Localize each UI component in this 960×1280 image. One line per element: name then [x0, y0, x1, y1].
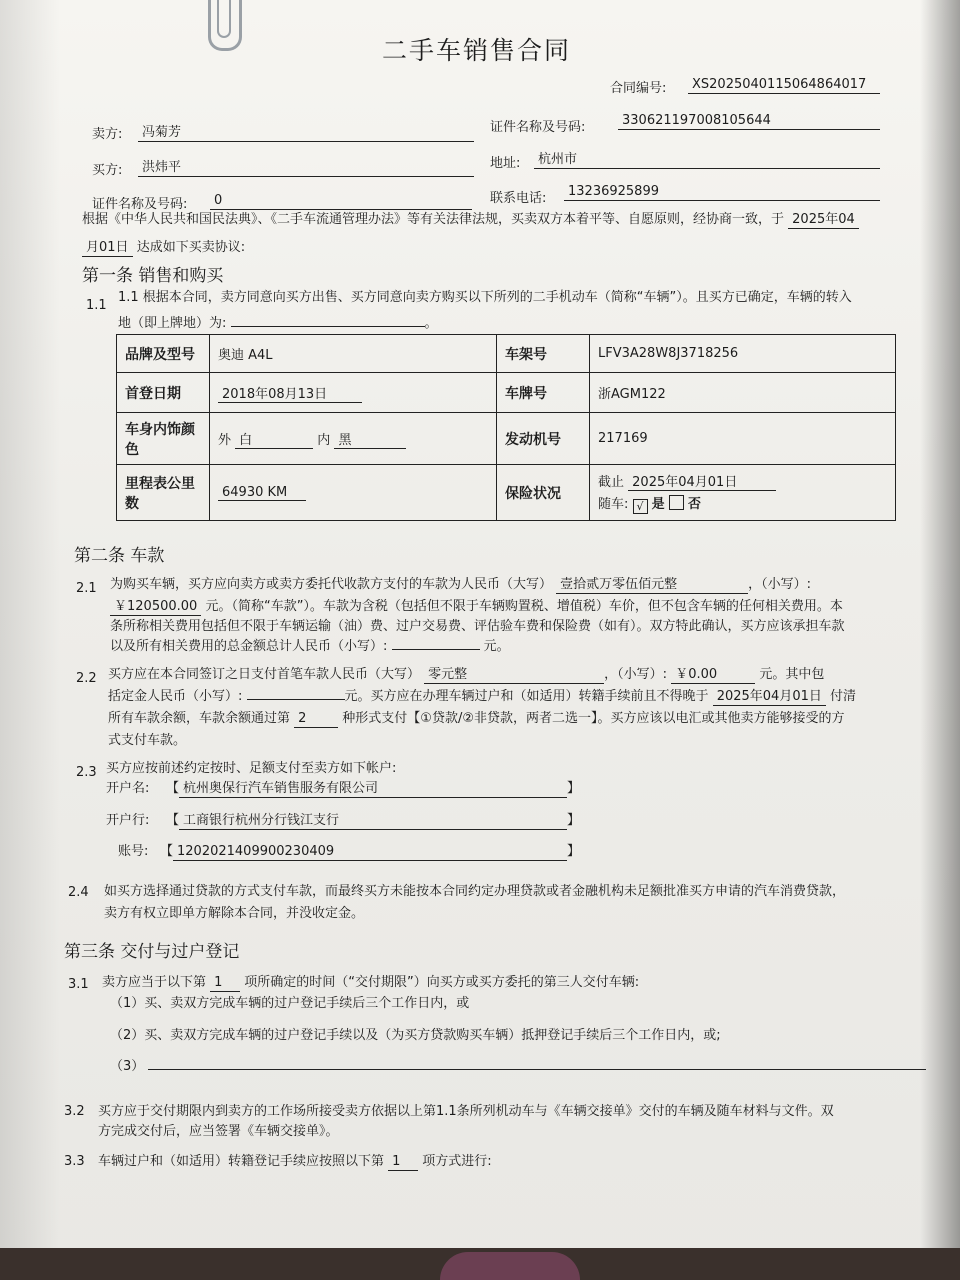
phone-value: 13236925899	[564, 183, 880, 201]
article2-title: 第二条 车款	[74, 546, 165, 566]
c22-text-e: 元。买方应在办理车辆过户和（如适用）转籍手续前且不得晚于	[344, 689, 709, 704]
reg-date-cell	[210, 373, 497, 413]
c22-text-b: ，（小写）:	[604, 667, 668, 682]
account-name-row	[166, 780, 580, 798]
clause-1-1-line2	[118, 315, 438, 332]
account-no-label: 账号:	[118, 844, 149, 859]
background-surface	[0, 1248, 960, 1280]
with-car-label: 随车:	[598, 497, 629, 512]
color-cell	[210, 413, 497, 465]
clause-3-3-line1	[98, 1153, 492, 1171]
intro-date-b: 月01日	[82, 239, 133, 257]
vehicle-info-table	[116, 334, 896, 521]
bracket-right: 】	[567, 781, 581, 796]
table-row	[117, 413, 896, 465]
clause-2-4-line2: 卖方有权立即单方解除本合同，并没收定金。	[104, 906, 365, 921]
page-shadow-left	[0, 0, 60, 1280]
clause-2-1-line4	[110, 638, 510, 655]
clause-2-3-num: 2.3	[76, 765, 97, 780]
clause-3-1-option1: （1）买、卖双方完成车辆的过户登记手续后三个工作日内，或	[110, 996, 470, 1011]
bracket-right: 】	[567, 813, 581, 828]
mileage-cell	[210, 465, 497, 521]
plate-value: 浙AGM122	[590, 373, 896, 413]
exterior-value: 白	[235, 429, 313, 449]
table-row	[117, 465, 896, 521]
clause-2-3-line1: 买方应按前述约定按时、足额支付至卖方如下帐户:	[106, 761, 397, 776]
yes-label: 是	[651, 497, 665, 512]
interior-value: 黑	[334, 429, 406, 449]
c22-text-c: 元。其中包	[759, 667, 825, 682]
reg-date-label: 首登日期	[117, 373, 210, 413]
clause-2-2-line4: 式支付车款。	[108, 733, 187, 748]
bank-row	[166, 812, 580, 830]
engine-value: 217169	[590, 413, 896, 465]
clause-3-1-line1	[102, 974, 639, 992]
insurance-label: 保险状况	[497, 465, 590, 521]
document-title: 二手车销售合同	[382, 36, 572, 65]
bracket-left: 【	[160, 844, 174, 859]
intro-line2-rest: 达成如下买卖协议:	[136, 240, 246, 255]
intro-date-a: 2025年04	[788, 211, 859, 229]
contract-no-label: 合同编号:	[610, 81, 667, 96]
c31-text-a: 卖方应当于以下第	[102, 975, 207, 990]
first-payment-uppercase: 零元整	[424, 666, 604, 684]
account-no-value: 1202021409900230409	[173, 843, 567, 861]
clause-2-2-line1	[108, 666, 824, 684]
c21-text-b: ，（小写）:	[748, 577, 812, 592]
c31-option3-label: （3）	[110, 1059, 145, 1074]
seller-id-value: 330621197008105644	[618, 112, 880, 130]
clause-2-4-num: 2.4	[68, 885, 89, 900]
bank-value: 工商银行杭州分行钱江支行	[179, 812, 567, 830]
checkbox-yes-icon[interactable]: √	[633, 499, 648, 514]
c22-text-f: 付清	[830, 689, 857, 704]
table-row	[117, 373, 896, 413]
color-label: 车身内饰颜色	[117, 413, 210, 465]
engine-label: 发动机号	[497, 413, 590, 465]
article3-title: 第三条 交付与过户登记	[64, 942, 240, 962]
no-label: 否	[687, 497, 701, 512]
vin-label: 车架号	[497, 335, 590, 373]
clause-2-1-line2	[110, 598, 843, 616]
c31-text-b: 项所确定的时间（“交付期限”）向买方或买方委托的第三人交付车辆:	[244, 975, 640, 990]
seller-label: 卖方:	[92, 127, 123, 142]
insurance-until-value: 2025年04月01日	[628, 471, 776, 491]
exterior-label: 外	[218, 432, 232, 448]
article1-title: 第一条 销售和购买	[82, 266, 224, 286]
c21-text-c: 元。（简称“车款”）。车款为含税（包括但不限于车辆购置税、增值税）车价，但不包含车辆的任何相关费用。本	[205, 599, 843, 614]
reg-date-value: 2018年08月13日	[218, 383, 362, 403]
seller-id-label: 证件名称及号码:	[490, 120, 586, 135]
checkbox-no-icon[interactable]	[669, 495, 684, 510]
intro-text: 根据《中华人民共和国民法典》、《二手车流通管理办法》等有关法律法规，买卖双方本着平等、自愿原则，经协商一致，于	[82, 212, 785, 227]
clause-3-3-num: 3.3	[64, 1154, 85, 1169]
c22-text-d: 括定金人民币（小写）:	[108, 689, 243, 704]
clause-1-1-line1: 1.1 根据本合同，卖方同意向买方出售、买方同意向卖方购买以下所列的二手机动车（简称“车辆”）。且买方已确定，车辆的转入	[118, 290, 852, 305]
option3-field	[148, 1069, 926, 1070]
clause-1-1-num: 1.1	[86, 298, 107, 313]
page-shadow-right	[920, 0, 960, 1280]
deposit-field	[247, 699, 345, 700]
clause-2-1-line1	[110, 576, 811, 594]
buyer-id-label: 证件名称及号码:	[92, 197, 188, 212]
c33-text-b: 项方式进行:	[422, 1154, 492, 1169]
first-payment-amount: ￥0.00	[671, 666, 755, 684]
payment-method: 2	[294, 710, 338, 728]
mileage-label: 里程表公里数	[117, 465, 210, 521]
bank-label: 开户行:	[106, 813, 150, 828]
insurance-cell	[590, 465, 896, 521]
vin-value: LFV3A28W8J3718256	[590, 335, 896, 373]
final-payment-deadline: 2025年04月01日	[713, 688, 826, 706]
clause-3-1-num: 3.1	[68, 977, 89, 992]
mileage-value: 64930 KM	[218, 485, 306, 501]
clause-3-1-option3	[110, 1058, 926, 1075]
bracket-right: 】	[567, 844, 581, 859]
price-uppercase: 壹拾贰万零伍佰元整	[556, 576, 748, 594]
phone-label: 联系电话:	[490, 191, 547, 206]
clause-2-2-num: 2.2	[76, 671, 97, 686]
interior-label: 内	[317, 432, 331, 448]
contract-no-value: XS2025040115064864017	[688, 76, 880, 94]
with-car-line	[598, 493, 887, 514]
table-row	[117, 335, 896, 373]
seller-value: 冯菊芳	[138, 124, 474, 142]
brand-label: 品牌及型号	[117, 335, 210, 373]
delivery-option: 1	[210, 974, 240, 992]
clause-2-2-line2	[108, 688, 856, 706]
buyer-label: 买方:	[92, 163, 123, 178]
clause-2-2-line3	[108, 710, 845, 728]
c22-text-h: 种形式支付【①贷款/②非贷款，两者二选一】。买方应该以电汇或其他卖方能够接受的方	[342, 711, 845, 726]
transfer-location-field	[231, 326, 425, 327]
buyer-value: 洪炜平	[138, 159, 474, 177]
address-label: 地址:	[490, 156, 521, 171]
paperclip-icon	[208, 0, 242, 51]
insurance-until-line	[598, 471, 887, 491]
c21-text-e: 以及所有相关费用的总金额总计人民币（小写）:	[110, 639, 388, 654]
c22-text-a: 买方应在本合同签订之日支付首笔车款人民币（大写）	[108, 667, 421, 682]
c21-text-f: 元。	[483, 639, 510, 654]
total-amount-field	[392, 649, 480, 650]
intro-line2	[82, 239, 245, 257]
price-amount: ￥120500.00	[110, 598, 201, 616]
intro-line1	[82, 211, 859, 229]
clause-2-1-num: 2.1	[76, 581, 97, 596]
clause-3-2-line1: 买方应于交付期限内到卖方的工作场所接受卖方依据以上第1.1条所列机动车与《车辆交接单》交付的车辆及随车材料与文件。双	[98, 1104, 834, 1119]
insurance-until-label: 截止	[598, 475, 625, 490]
clause-3-2-num: 3.2	[64, 1104, 85, 1119]
plate-label: 车牌号	[497, 373, 590, 413]
background-cloth	[440, 1252, 580, 1280]
address-value: 杭州市	[534, 151, 880, 169]
account-name-label: 开户名:	[106, 781, 150, 796]
transfer-option: 1	[388, 1153, 418, 1171]
buyer-id-value: 0	[210, 192, 472, 210]
c33-text-a: 车辆过户和（如适用）转籍登记手续应按照以下第	[98, 1154, 385, 1169]
c22-text-g: 所有车款余额，车款余额通过第	[108, 711, 291, 726]
bracket-left: 【	[166, 813, 180, 828]
clause-1-1-line2-text: 地（即上牌地）为:	[118, 316, 227, 331]
account-no-row	[160, 843, 580, 861]
brand-value: 奥迪 A4L	[210, 335, 497, 373]
clause-1-1-end: 。	[424, 316, 438, 331]
bracket-left: 【	[166, 781, 180, 796]
c21-text-a: 为购买车辆，买方应向卖方或卖方委托代收款方支付的车款为人民币（大写）	[110, 577, 553, 592]
clause-3-2-line2: 方完成交付后，应当签署《车辆交接单》。	[98, 1124, 339, 1139]
account-name-value: 杭州奥保行汽车销售服务有限公司	[179, 780, 567, 798]
clause-3-1-option2: （2）买、卖双方完成车辆的过户登记手续以及（为买方贷款购买车辆）抵押登记手续后三个工作日内，或;	[110, 1028, 721, 1043]
clause-2-1-line3: 条所称相关费用包括但不限于车辆运输（油）费、过户交易费、评估验车费和保险费（如有）。双方特此确认，买方应该承担车款	[110, 619, 845, 634]
clause-2-4-line1: 如买方选择通过贷款的方式支付车款，而最终买方未能按本合同约定办理贷款或者金融机构未足额批准买方申请的汽车消费贷款，	[104, 884, 846, 899]
